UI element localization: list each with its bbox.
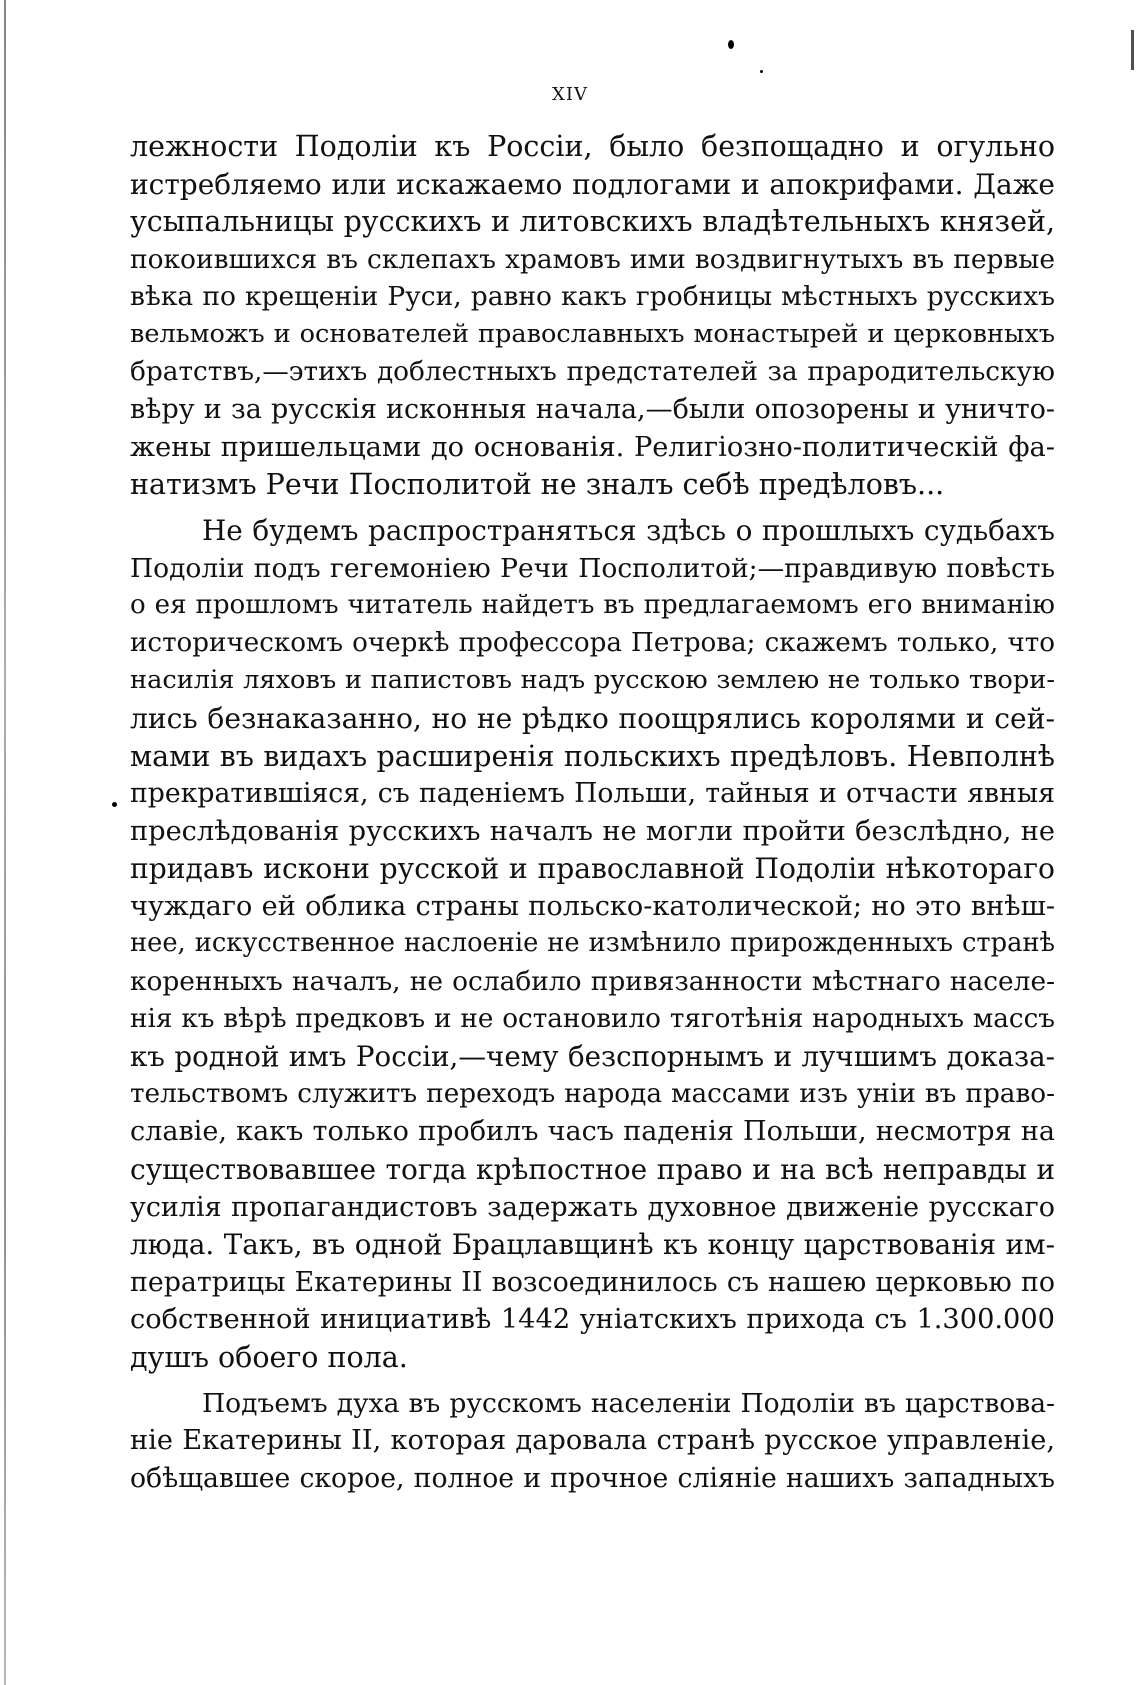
- text-line: братствъ,—этихъ доблестныхъ предстателей за прародительскую: [130, 356, 1055, 387]
- paragraph-3: [130, 1385, 1055, 1498]
- text-line: тельствомъ служитъ переходъ народа массами изъ уніи въ право-: [130, 1078, 1055, 1109]
- page-number: XIV: [552, 84, 588, 105]
- text-line: коренныхъ началъ, не ослабило привязанности мѣстнаго населе-: [130, 966, 1055, 998]
- text-line: собственной инициативѣ 1442 уніатскихъ прихода съ 1.300.000: [130, 1304, 1055, 1336]
- text-line: лежности Подоліи къ Россіи, было безпощадно и огульно: [130, 130, 1055, 163]
- text-line: нее, искусственное наслоеніе не измѣнило прирожденныхъ странѣ: [130, 928, 1055, 959]
- text-line: истребляемо или искажаемо подлогами и апокрифами. Даже: [130, 167, 1055, 201]
- text-line: мами въ видахъ расширенія польскихъ предѣловъ. Невполнѣ: [130, 739, 1055, 773]
- text-line: къ родной имъ Россіи,—чему безспорнымъ и лучшимъ доказа-: [130, 1040, 1055, 1074]
- text-line: вѣру и за русскія исконныя начала,—были опозорены и уничто-: [130, 394, 1055, 426]
- text-line: существовавшее тогда крѣпостное право и на всѣ неправды и: [130, 1153, 1055, 1187]
- text-line: насилія ляховъ и папистовъ надъ русскою землею не только твори-: [130, 665, 1055, 696]
- text-line: душъ обоего пола.: [130, 1341, 408, 1374]
- text-line: ператрицы Екатерины II возсоединилось съ нашею церковью по: [130, 1266, 1055, 1298]
- text-line: преслѣдованія русскихъ началъ не могли пройти безслѣдно, не: [130, 815, 1055, 847]
- text-line: чуждаго ей облика страны польско-католической; но это внѣш-: [130, 890, 1055, 922]
- paragraph-2: [130, 512, 1055, 1377]
- text-line: натизмъ Речи Посполитой не зналъ себѣ предѣловъ...: [130, 468, 945, 502]
- paragraph-1: [130, 128, 1055, 504]
- text-line: вѣка по крещеніи Руси, равно какъ гробницы мѣстныхъ русскихъ: [130, 281, 1055, 313]
- text-line: нія къ вѣрѣ предковъ и не остановило тяготѣнія народныхъ массъ: [130, 1003, 1055, 1034]
- text-line: ніе Екатерины II, которая даровала странѣ русское управленіе,: [130, 1425, 1055, 1457]
- page-text: [130, 128, 1055, 1497]
- text-line: люда. Такъ, въ одной Брацлавщинѣ къ концу царствованія им-: [130, 1228, 1055, 1262]
- text-line: о ея прошломъ читатель найдетъ въ предлагаемомъ его вниманію: [130, 590, 1055, 621]
- text-line: историческомъ очеркѣ профессора Петрова; скажемъ только, что: [130, 627, 1055, 658]
- ink-speck-top: [728, 40, 734, 49]
- page-edge-right: [1131, 30, 1134, 70]
- text-line: жены пришельцами до основанія. Религіозно-политическій фа-: [130, 431, 1055, 463]
- text-line: Не будемъ распространяться здѣсь о прошлыхъ судьбахъ: [202, 513, 1055, 547]
- text-line: лись безнаказанно, но не рѣдко поощрялись королями и сей-: [130, 701, 1055, 735]
- text-line: придавъ искони русской и православной Подоліи нѣкотораго: [130, 852, 1055, 886]
- text-line: славіе, какъ только пробилъ часъ паденія Польши, несмотря на: [130, 1116, 1055, 1148]
- text-line: Подъемъ духа въ русскомъ населеніи Подоліи въ царствова-: [202, 1387, 1055, 1419]
- text-line: обѣщавшее скорое, полное и прочное сліяніе нашихъ западныхъ: [130, 1462, 1055, 1494]
- text-line: вельможъ и основателей православныхъ монастырей и церковныхъ: [130, 318, 1055, 349]
- text-line: прекратившіяся, съ паденіемъ Польши, тайныя и отчасти явныя: [130, 778, 1055, 810]
- ink-speck-margin: [112, 802, 117, 807]
- text-line: усилія пропагандистовъ задержать духовное движеніе русскаго: [130, 1191, 1055, 1223]
- page-edge-left: [4, 0, 6, 1685]
- text-line: покоившихся въ склепахъ храмовъ ими воздвигнутыхъ въ первые: [130, 243, 1055, 275]
- ink-speck-small: [760, 70, 763, 73]
- text-line: усыпальницы русскихъ и литовскихъ владѣтельныхъ князей,: [130, 205, 1055, 239]
- text-line: Подоліи подъ гегемоніею Речи Посполитой;—правдивую повѣсть: [130, 552, 1055, 584]
